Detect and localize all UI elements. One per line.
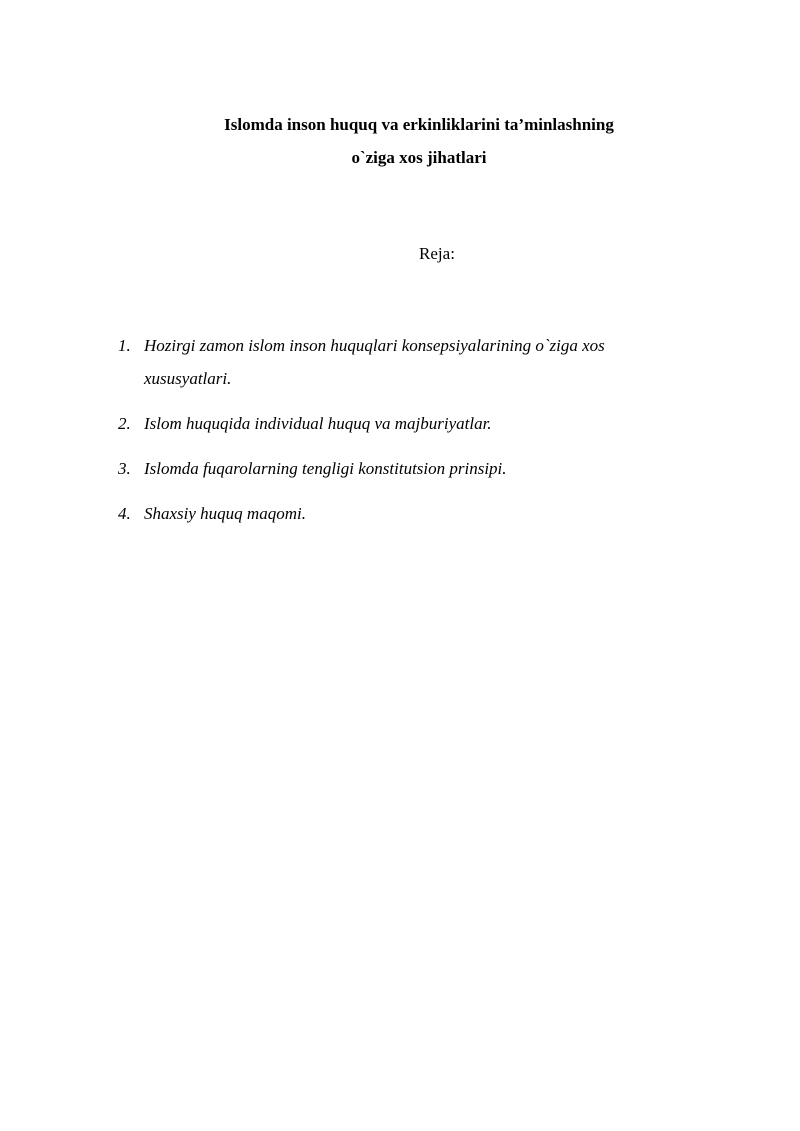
plan-item-number: 2. (118, 414, 131, 433)
plan-item-3 (118, 452, 678, 485)
plan-item-2 (118, 407, 678, 440)
document-title-line-2: o`ziga xos jihatlari (351, 148, 487, 167)
plan-item-4 (118, 497, 678, 530)
plan-item-text: Islom huquqida individual huquq va majburiyatlar. (144, 414, 492, 433)
plan-item-1 (118, 329, 678, 395)
plan-item-text: Hozirgi zamon islom inson huquqlari konsepsiyalarining o`ziga xos xususyatlari. (144, 336, 605, 388)
plan-item-text: Shaxsiy huquq maqomi. (144, 504, 306, 523)
plan-item-number: 1. (118, 336, 131, 355)
plan-list (118, 329, 678, 542)
document-title-line-1: Islomda inson huquq va erkinliklarini ta’minlashning (224, 115, 614, 134)
plan-item-number: 3. (118, 459, 131, 478)
plan-item-text: Islomda fuqarolarning tengligi konstitutsion prinsipi. (144, 459, 507, 478)
plan-heading: Reja: (419, 244, 455, 263)
plan-item-number: 4. (118, 504, 131, 523)
